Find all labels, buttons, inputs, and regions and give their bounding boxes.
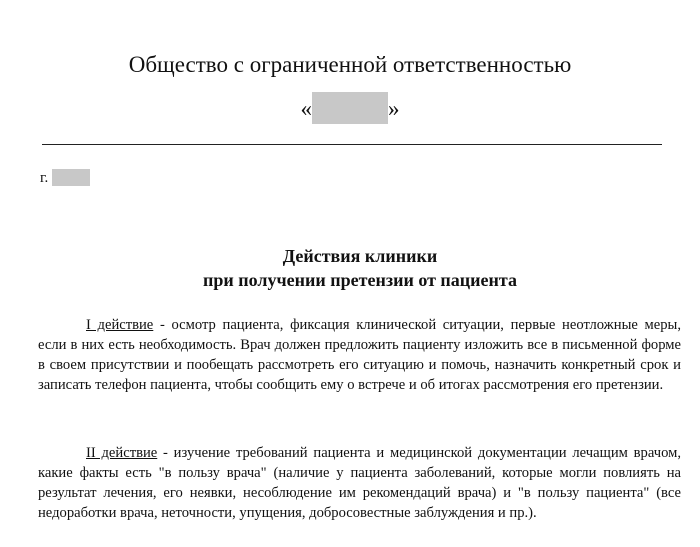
action-paragraph-1 <box>38 315 681 395</box>
header-divider <box>42 144 662 145</box>
redacted-organization-name <box>312 92 388 124</box>
quote-open: « <box>300 96 312 121</box>
action-text-1: - осмотр пациента, фиксация клинической ситуации, первые неотложные меры, если в них есть необходимость. Врач должен предложить пациенту изложить все в письменной форме в своем присутствии и пообещать рассмотреть его ситуацию и помочь, назначить конкретный срок и записать телефон пациента, чтобы сообщить ему о встрече и об итогах рассмотрения его претензии. <box>38 317 681 393</box>
redacted-city-name <box>52 169 90 186</box>
organization-name-line <box>0 94 700 127</box>
document-title-line-1: Действия клиники <box>282 246 438 266</box>
city-line <box>40 168 90 188</box>
city-prefix: г. <box>40 170 49 186</box>
action-label-1: I действие <box>86 317 154 333</box>
action-text-2: - изучение требований пациента и медицинской документации лечащим врачом, какие факты есть "в пользу врача" (наличие у пациента заболеваний, которые могли повлиять на результат лечения, его неявки, несоблюдение им рекомендаций врача) и "в пользу пациента" (все недоработки врача, неточности, упущения, добросовестные заблуждения и пр.). <box>38 445 681 521</box>
document-title-line-2: при получении претензии от пациента <box>203 270 517 290</box>
action-paragraph-2 <box>38 443 681 523</box>
organization-type: Общество с ограниченной ответственностью <box>128 52 572 77</box>
action-label-2: II действие <box>86 445 158 461</box>
quote-close: » <box>388 96 400 121</box>
document-title <box>0 244 700 292</box>
